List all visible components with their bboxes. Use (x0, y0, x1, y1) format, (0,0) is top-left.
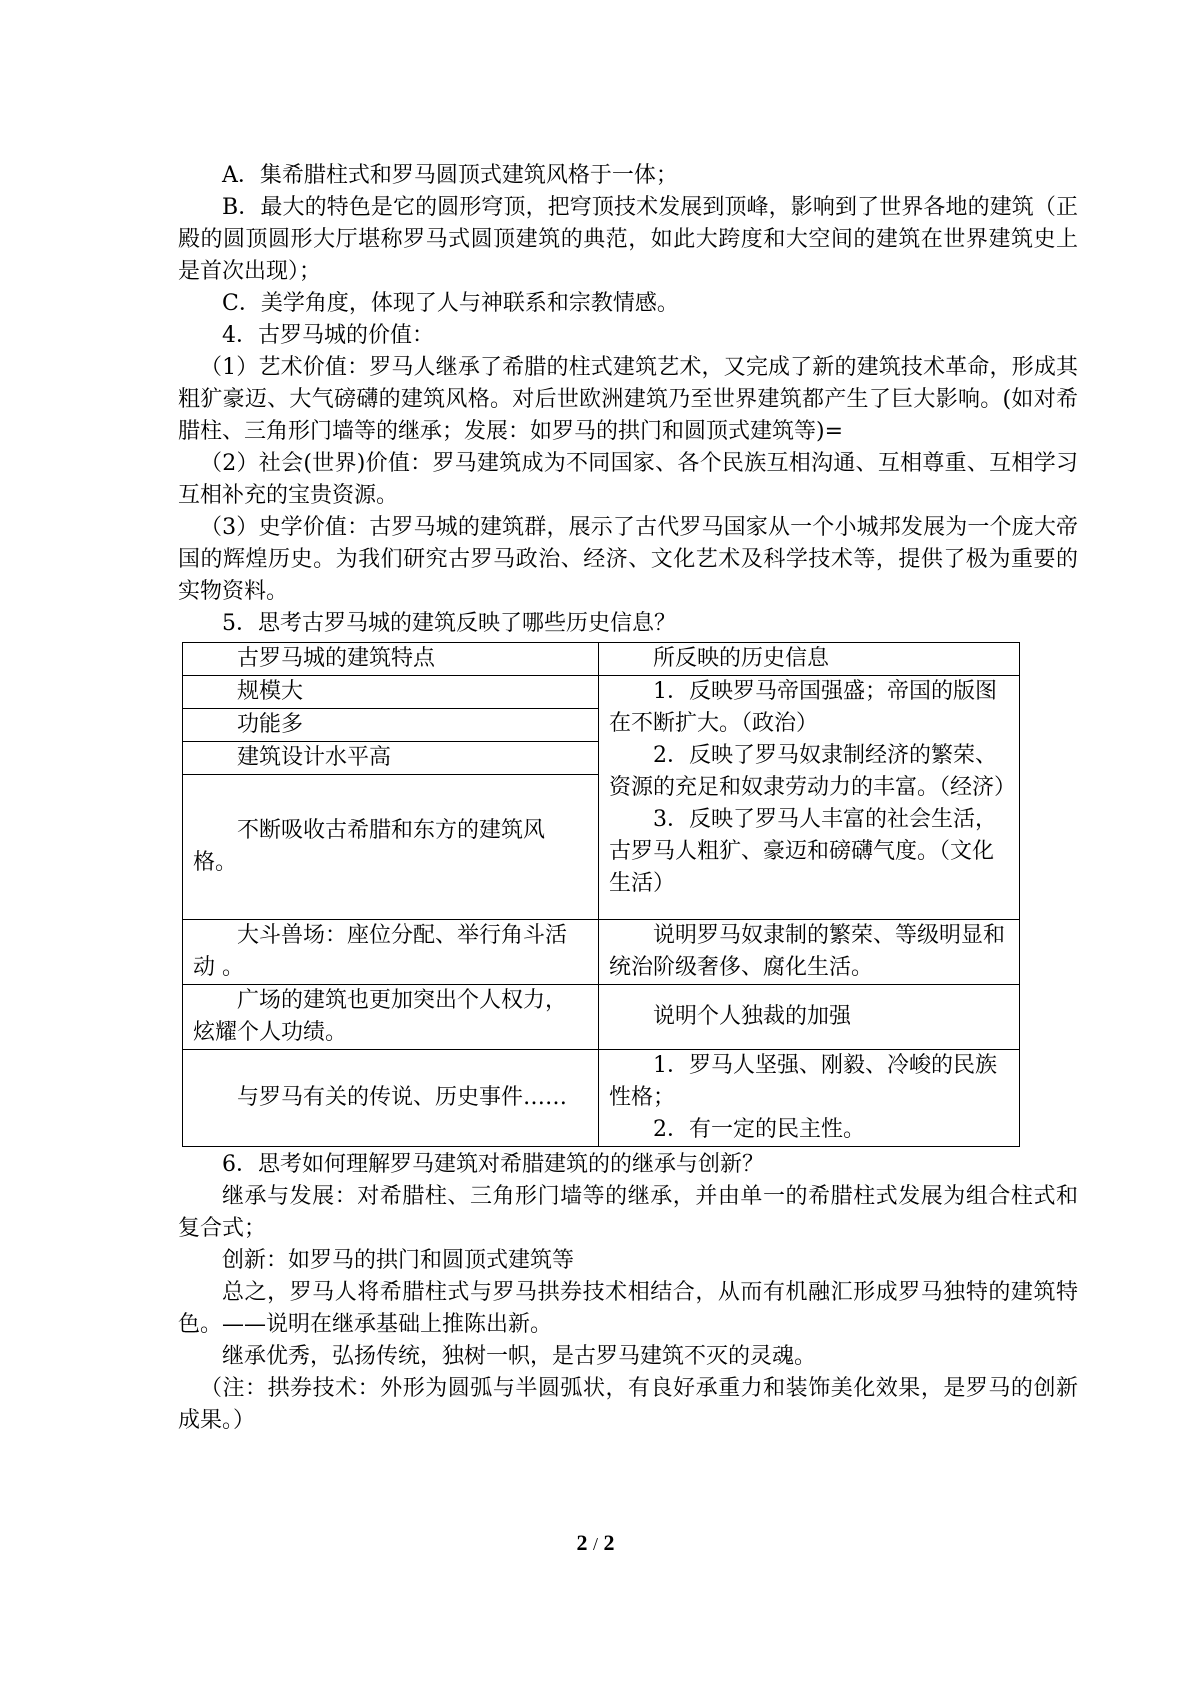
page-separator: / (592, 1534, 598, 1554)
paragraph: 继承优秀，弘扬传统，独树一帜，是古罗马建筑不灭的灵魂。 (222, 1344, 817, 1369)
table-row (183, 920, 1020, 985)
table-cell: 大斗兽场：座位分配、举行角斗活动 。 (183, 920, 599, 985)
table-cell: 说明罗马奴隶制的繁荣、等级明显和统治阶级奢侈、腐化生活。 (599, 920, 1020, 985)
feature-cell: 功能多 (183, 709, 598, 742)
note-paragraph: （注：拱券技术：外形为圆弧与半圆弧状，有良好承重力和装饰美化效果，是罗马的创新成果。） (178, 1376, 1078, 1433)
page-total: 2 (603, 1530, 615, 1555)
table-cell: 说明个人独裁的加强 (599, 985, 1020, 1050)
paragraph: （3）史学价值：古罗马城的建筑群，展示了古代罗马国家从一个小城邦发展为一个庞大帝国的辉煌历史。为我们研究古罗马政治、经济、文化艺术及科学技术等，提供了极为重要的实物资料。 (178, 515, 1078, 604)
paragraph: 继承与发展：对希腊柱、三角形门墙等的继承，并由单一的希腊柱式发展为组合柱式和复合式； (178, 1184, 1078, 1241)
section-heading: 5．思考古罗马城的建筑反映了哪些历史信息？ (222, 611, 676, 636)
page-current: 2 (576, 1530, 588, 1555)
paragraph: （2）社会(世界)价值：罗马建筑成为不同国家、各个民族互相沟通、互相尊重、互相学习互相补充的宝贵资源。 (178, 451, 1078, 508)
paragraph: B．最大的特色是它的圆形穹顶，把穹顶技术发展到顶峰，影响到了世界各地的建筑（正殿的圆顶圆形大厅堪称罗马式圆顶建筑的典范，如此大跨度和大空间的建筑在世界建筑史上是首次出现）； (178, 195, 1078, 284)
table-header-cell: 所反映的历史信息 (599, 643, 1020, 676)
history-info-table (182, 642, 1020, 1147)
page-number (0, 1530, 1191, 1556)
table-header-row (183, 643, 1020, 676)
section-heading: 4．古罗马城的价值： (222, 323, 434, 348)
table-row (183, 1050, 1020, 1147)
paragraph: A．集希腊柱式和罗马圆顶式建筑风格于一体； (222, 163, 678, 188)
feature-cell: 不断吸收古希腊和东方的建筑风格。 (193, 818, 546, 875)
table-cell: 广场的建筑也更加突出个人权力，炫耀个人功绩。 (183, 985, 599, 1050)
paragraph: 创新：如罗马的拱门和圆顶式建筑等 (222, 1248, 575, 1273)
table-row (183, 985, 1020, 1050)
table-cell: 与罗马有关的传说、历史事件…… (183, 1050, 599, 1147)
feature-cell: 建筑设计水平高 (183, 742, 598, 775)
document-body (178, 160, 1078, 1437)
paragraph: C．美学角度，体现了人与神联系和宗教情感。 (222, 291, 679, 316)
table-header-cell: 古罗马城的建筑特点 (183, 643, 599, 676)
section-heading: 6．思考如何理解罗马建筑对希腊建筑的的继承与创新？ (222, 1152, 764, 1177)
table-cell: 1．罗马人坚强、刚毅、冷峻的民族性格； 2．有一定的民主性。 (599, 1050, 1020, 1147)
feature-cell: 规模大 (183, 676, 598, 709)
info-cell: 1．反映罗马帝国强盛；帝国的版图在不断扩大。（政治） 2．反映了罗马奴隶制经济的繁荣、资源的充足和奴隶劳动力的丰富。（经济） 3．反映了罗马人丰富的社会生活，古罗马人粗犷、豪迈和磅礴气度。（文化生活） (599, 676, 1020, 920)
paragraph: 总之，罗马人将希腊柱式与罗马拱券技术相结合，从而有机融汇形成罗马独特的建筑特色。——说明在继承基础上推陈出新。 (178, 1280, 1078, 1337)
table-row (183, 676, 1020, 920)
paragraph: （1）艺术价值：罗马人继承了希腊的柱式建筑艺术，又完成了新的建筑技术革命，形成其粗犷豪迈、大气磅礴的建筑风格。对后世欧洲建筑乃至世界建筑都产生了巨大影响。(如对希腊柱、三角形门墙等的继承；发展：如罗马的拱门和圆顶式建筑等)= (178, 355, 1078, 444)
feature-stack (183, 676, 599, 920)
